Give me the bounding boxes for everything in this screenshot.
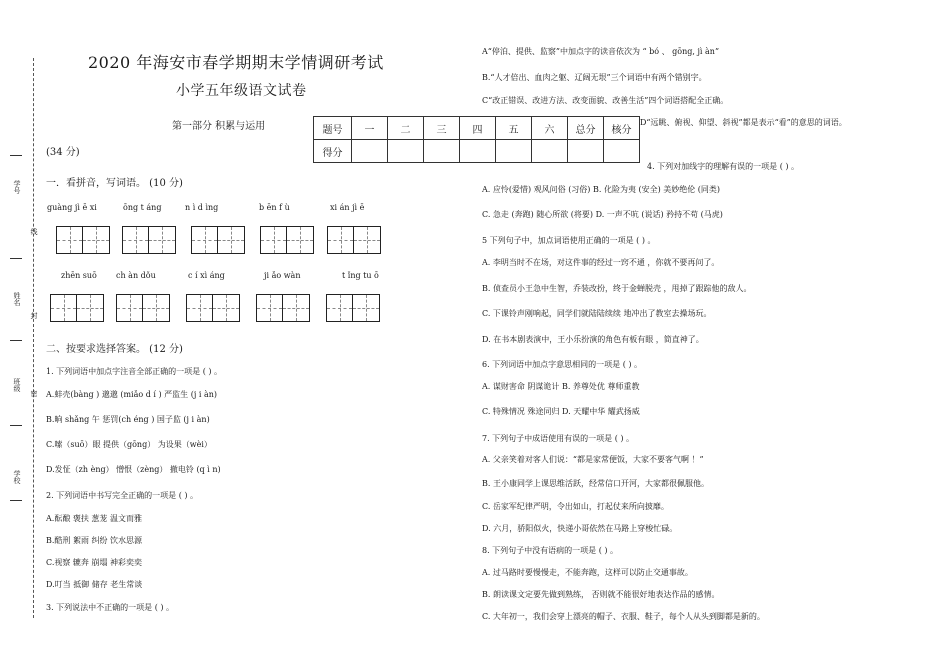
score-table-header: 五 [496, 117, 532, 140]
writing-grid[interactable] [122, 226, 176, 254]
binding-label-student-id: 学号 [13, 180, 21, 194]
pinyin-label: c í xì áng [188, 271, 225, 280]
pinyin-label: ch àn dǒu [116, 271, 156, 280]
binding-tick [10, 340, 22, 341]
q8-option-c: C. 大年初一，我们会穿上漂亮的帽子、衣服、鞋子，每个人从头到脚都是新的。 [482, 612, 765, 621]
score-cell[interactable] [352, 140, 388, 163]
score-table-header: 四 [460, 117, 496, 140]
binding-label-line: 线 [30, 228, 38, 235]
score-cell[interactable] [604, 140, 640, 163]
q7-option-b: B. 王小康同学上课思维活跃，经常信口开河，大家都很佩服他。 [482, 479, 709, 488]
question-7: 7. 下列句子中成语使用有误的一项是 ( ) 。 [482, 434, 635, 443]
section1-heading: 一．看拼音，写词语。 (10 分) [46, 178, 183, 189]
writing-grid[interactable] [256, 294, 310, 322]
q4-option-cd: C. 急走 (奔跑) 随心所欲 (将要) D. 一声不吭 (说话) 矜持不苟 (马虎) [482, 210, 723, 219]
pinyin-label: t ǐng tu ō [342, 271, 379, 280]
part1-score: (34 分) [46, 147, 80, 158]
score-table-header: 六 [532, 117, 568, 140]
writing-grid[interactable] [260, 226, 314, 254]
binding-tick [10, 425, 22, 426]
binding-label-class: 班级 [13, 378, 21, 392]
q2-option-d: D.叮当 抵御 储存 老生常谈 [46, 580, 143, 589]
q8-option-a: A. 过马路时要慢慢走，不能奔跑，这样可以防止交通事故。 [482, 568, 693, 577]
pinyin-label: xi án jì ē [330, 203, 365, 212]
score-table-header-row [314, 117, 640, 140]
writing-grid[interactable] [191, 226, 245, 254]
binding-tick [10, 155, 22, 156]
q3-option-c: C“改正错误、改进方法、改变面貌、改善生活”四个词语搭配全正确。 [482, 96, 729, 105]
score-table-header: 三 [424, 117, 460, 140]
question-6: 6. 下列词语中加点字意思相同的一项是 ( ) 。 [482, 360, 643, 369]
score-table-header: 题号 [314, 117, 352, 140]
score-cell[interactable] [460, 140, 496, 163]
q1-option-a: A.蚌壳(bàng ) 邈邈 (miǎo d í ) 严监生 (j i àn) [46, 390, 218, 399]
writing-grid[interactable] [50, 294, 104, 322]
writing-grid[interactable] [56, 226, 110, 254]
q6-option-cd: C. 特殊情况 殊途同归 D. 天耀中华 耀武扬威 [482, 407, 640, 416]
question-4: 4. 下列对加线字的理解有误的一项是 ( ) 。 [647, 162, 800, 171]
question-1: 1. 下列词语中加点字注音全部正确的一项是 ( ) 。 [46, 367, 223, 376]
binding-label-seal: 封 [30, 312, 38, 319]
score-table-header: 核分 [604, 117, 640, 140]
q2-option-a: A.酝酿 褒扶 葱茏 温文而雅 [46, 514, 142, 523]
pinyin-label: b ēn f ù [259, 203, 290, 212]
exam-subtitle: 小学五年级语文试卷 [176, 83, 307, 99]
binding-line [33, 58, 34, 618]
writing-grid[interactable] [116, 294, 170, 322]
q2-option-b: B.酷刑 絮雨 纠纷 饮水思源 [46, 536, 143, 545]
score-table-header: 二 [388, 117, 424, 140]
score-cell[interactable] [496, 140, 532, 163]
score-cell[interactable] [568, 140, 604, 163]
score-row-label: 得分 [314, 140, 352, 163]
q3-option-a: A“停泊、提供、监察”中加点字的读音依次为 “ bó 、 gōng, jì àn” [482, 47, 720, 56]
question-2: 2. 下列词语中书写完全正确的一项是 ( ) 。 [46, 491, 199, 500]
q1-option-b: B.晌 shǎng 午 惩罚(ch éng ) 国子监 (j i àn) [46, 415, 210, 424]
q7-option-d: D. 六月，骄阳似火，快递小哥依然在马路上穿梭忙碌。 [482, 524, 678, 533]
pinyin-label: n ì d ìng [185, 203, 219, 212]
q5-option-b: B. 侦查员小王急中生智，乔装改扮，终于金蝉脱壳 ，甩掉了跟踪他的敌人。 [482, 284, 752, 293]
q1-option-c: C.嗦（suō）眼 提供（gōng） 为设果（wèi） [46, 440, 212, 449]
score-table-score-row [314, 140, 640, 163]
writing-grid[interactable] [186, 294, 240, 322]
q4-option-ab: A. 应怜(爱惜) 观风问俗 (习俗) B. 化险为夷 (安全) 美妙绝伦 (同类) [482, 185, 721, 194]
binding-tick [10, 500, 22, 501]
part1-heading: 第一部分 积累与运用 [172, 121, 266, 132]
q7-option-c: C. 岳家军纪律严明，令出如山，打起仗来所向披靡。 [482, 502, 669, 511]
q3-option-b: B.“人才倍出、血肉之躯、辽阔无垠”三个词语中有两个错别字。 [482, 73, 707, 82]
writing-grid[interactable] [327, 226, 381, 254]
score-table [313, 116, 640, 163]
q5-option-a: A. 李明当时不在场，对这件事的经过一窍不通 ，你就不要再问了。 [482, 258, 720, 267]
score-cell[interactable] [532, 140, 568, 163]
q8-option-b: B. 朗读课文定要先做到熟练， 否则就不能很好地表达作品的感情。 [482, 590, 720, 599]
score-table-header: 总分 [568, 117, 604, 140]
pinyin-label: ōng t áng [123, 203, 162, 212]
binding-label-secret: 密 [30, 390, 38, 397]
q2-option-c: C.视察 辘奔 崩塌 神彩奕奕 [46, 558, 143, 567]
writing-grid[interactable] [326, 294, 380, 322]
binding-label-name: 姓名 [13, 292, 21, 306]
exam-title: 2020 年海安市春学期期末学情调研考试 [88, 53, 384, 72]
pinyin-label: zhēn suō [61, 271, 97, 280]
question-5: 5 下列句子中，加点词语使用正确的一项是 ( ) 。 [482, 236, 656, 245]
question-3: 3. 下列说法中不正确的一项是 ( ) 。 [46, 603, 175, 612]
binding-label-school: 学校 [13, 470, 21, 484]
score-cell[interactable] [388, 140, 424, 163]
section2-heading: 二、按要求选择答案。 (12 分) [46, 344, 183, 355]
question-8: 8. 下列句子中没有语病的一项是 ( ) 。 [482, 546, 619, 555]
q5-option-d: D. 在书本剧表演中，王小乐扮演的角色有板有眼 ，简直神了。 [482, 335, 704, 344]
q6-option-ab: A. 谋财害命 阴谋诡计 B. 养尊处优 尊师重教 [482, 382, 640, 391]
q1-option-d: D.发怔（zh èng） 憎恨（zèng） 撤电铃 (q ì n) [46, 465, 221, 474]
binding-tick [10, 258, 22, 259]
score-table-header: 一 [352, 117, 388, 140]
q7-option-a: A. 父亲笑着对客人们说：“都是家常便饭，大家不要客气啊 ！” [482, 455, 704, 464]
pinyin-label: ji ǎo wàn [264, 271, 301, 280]
pinyin-label: guàng jì ē xi [47, 203, 97, 212]
q3-option-d: D“远眺、俯视、仰望、斜视”都是表示“看”的意思的词语。 [640, 118, 847, 127]
score-cell[interactable] [424, 140, 460, 163]
q5-option-c: C. 下课铃声刚响起，同学们就陆陆续续 地冲出了教室去操场玩。 [482, 309, 712, 318]
